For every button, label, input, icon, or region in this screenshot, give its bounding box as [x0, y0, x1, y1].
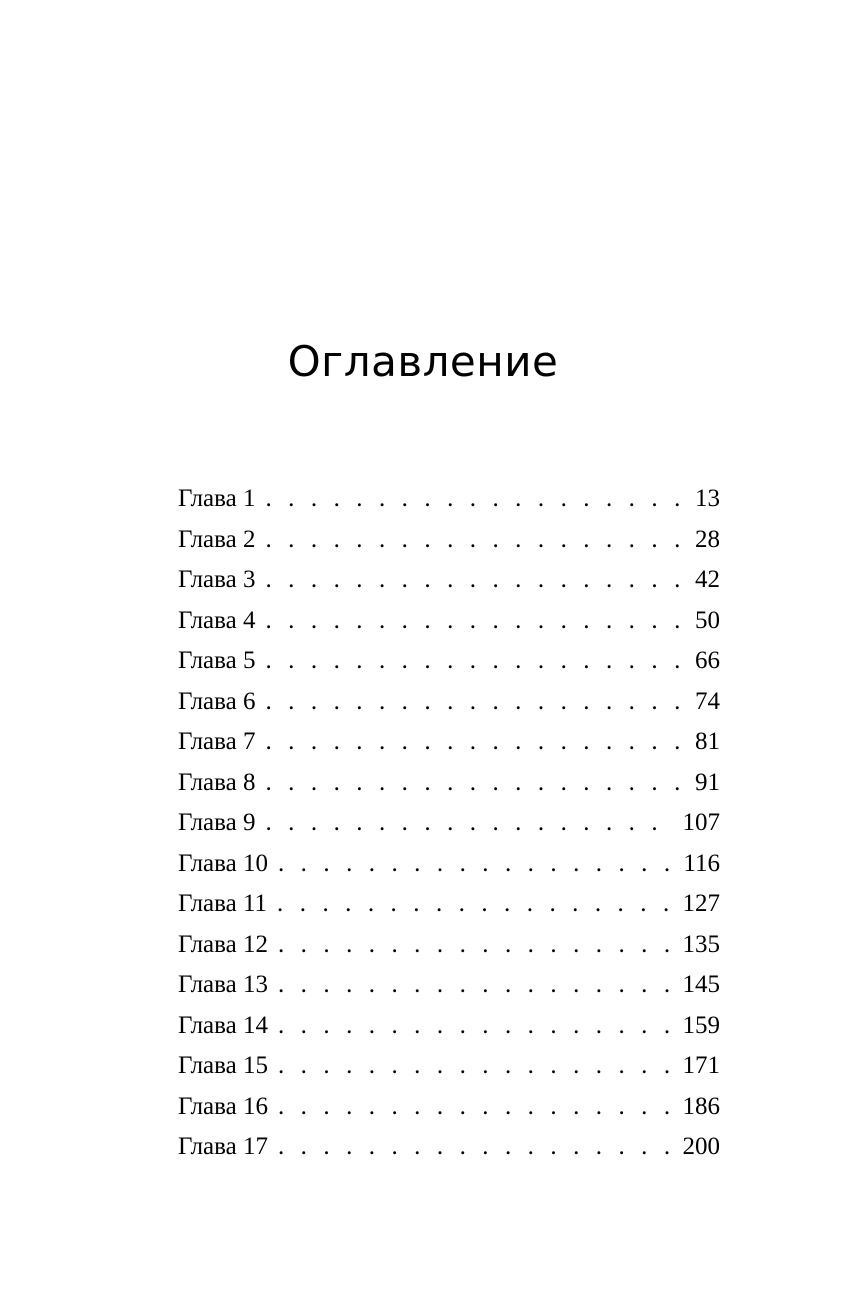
page-number: 159 — [682, 1011, 720, 1039]
toc-entry[interactable] — [178, 682, 720, 723]
toc-entry[interactable] — [178, 844, 720, 885]
page-number: 13 — [695, 485, 720, 512]
toc-entry[interactable] — [178, 884, 720, 925]
toc-entry[interactable] — [178, 722, 720, 763]
toc-entry[interactable] — [178, 803, 720, 844]
toc-entry[interactable] — [178, 763, 720, 804]
chapter-label: Глава 3 — [178, 566, 256, 593]
chapter-label: Глава 8 — [178, 768, 256, 796]
page-number: 74 — [695, 687, 720, 715]
toc-entry[interactable] — [178, 1006, 720, 1047]
page-number: 91 — [695, 768, 720, 796]
toc-entry[interactable] — [178, 1127, 720, 1168]
toc-entry[interactable] — [178, 1046, 720, 1087]
page-number: 145 — [682, 971, 720, 998]
dot-leader — [278, 925, 669, 966]
toc-entry[interactable] — [178, 641, 720, 682]
table-of-contents — [178, 479, 720, 1168]
dot-leader — [265, 763, 681, 804]
chapter-label: Глава 12 — [178, 930, 268, 958]
chapter-label: Глава 10 — [178, 849, 268, 877]
chapter-label: Глава 17 — [178, 1133, 268, 1160]
toc-entry[interactable] — [178, 601, 720, 642]
page-number: 107 — [682, 809, 720, 836]
page-number: 42 — [695, 566, 720, 593]
chapter-label: Глава 4 — [178, 606, 256, 634]
dot-leader — [265, 479, 681, 520]
dot-leader — [278, 1127, 669, 1168]
toc-entry[interactable] — [178, 1087, 720, 1128]
page-title: Оглавление — [287, 337, 559, 386]
dot-leader — [265, 722, 681, 763]
toc-entry[interactable] — [178, 560, 720, 601]
page-number: 135 — [682, 930, 720, 958]
page-number: 66 — [695, 647, 720, 674]
dot-leader — [265, 601, 681, 642]
dot-leader — [278, 1006, 669, 1047]
chapter-label: Глава 1 — [178, 485, 256, 512]
chapter-label: Глава 15 — [178, 1052, 268, 1079]
page-number: 200 — [682, 1133, 720, 1160]
dot-leader — [278, 965, 669, 1006]
dot-leader — [265, 560, 681, 601]
dot-leader — [278, 1046, 669, 1087]
chapter-label: Глава 2 — [178, 525, 256, 553]
dot-leader — [265, 520, 681, 561]
page-number: 171 — [682, 1052, 720, 1079]
dot-leader — [278, 844, 669, 885]
page-number: 50 — [695, 606, 720, 634]
chapter-label: Глава 16 — [178, 1092, 268, 1120]
page-number: 127 — [682, 890, 720, 917]
dot-leader — [277, 884, 668, 925]
chapter-label: Глава 7 — [178, 728, 256, 755]
toc-entry[interactable] — [178, 965, 720, 1006]
page-number: 28 — [695, 525, 720, 553]
chapter-label: Глава 6 — [178, 687, 256, 715]
dot-leader — [278, 1087, 669, 1128]
page-number: 186 — [682, 1092, 720, 1120]
chapter-label: Глава 5 — [178, 647, 256, 674]
page-number: 116 — [683, 849, 720, 877]
chapter-label: Глава 11 — [178, 890, 268, 917]
dot-leader — [265, 641, 681, 682]
chapter-label: Глава 9 — [178, 809, 256, 836]
chapter-label: Глава 14 — [178, 1011, 268, 1039]
toc-entry[interactable] — [178, 479, 720, 520]
dot-leader — [265, 682, 681, 723]
page-number: 81 — [695, 728, 720, 755]
toc-entry[interactable] — [178, 925, 720, 966]
toc-entry[interactable] — [178, 520, 720, 561]
chapter-label: Глава 13 — [178, 971, 268, 998]
dot-leader — [265, 803, 668, 844]
